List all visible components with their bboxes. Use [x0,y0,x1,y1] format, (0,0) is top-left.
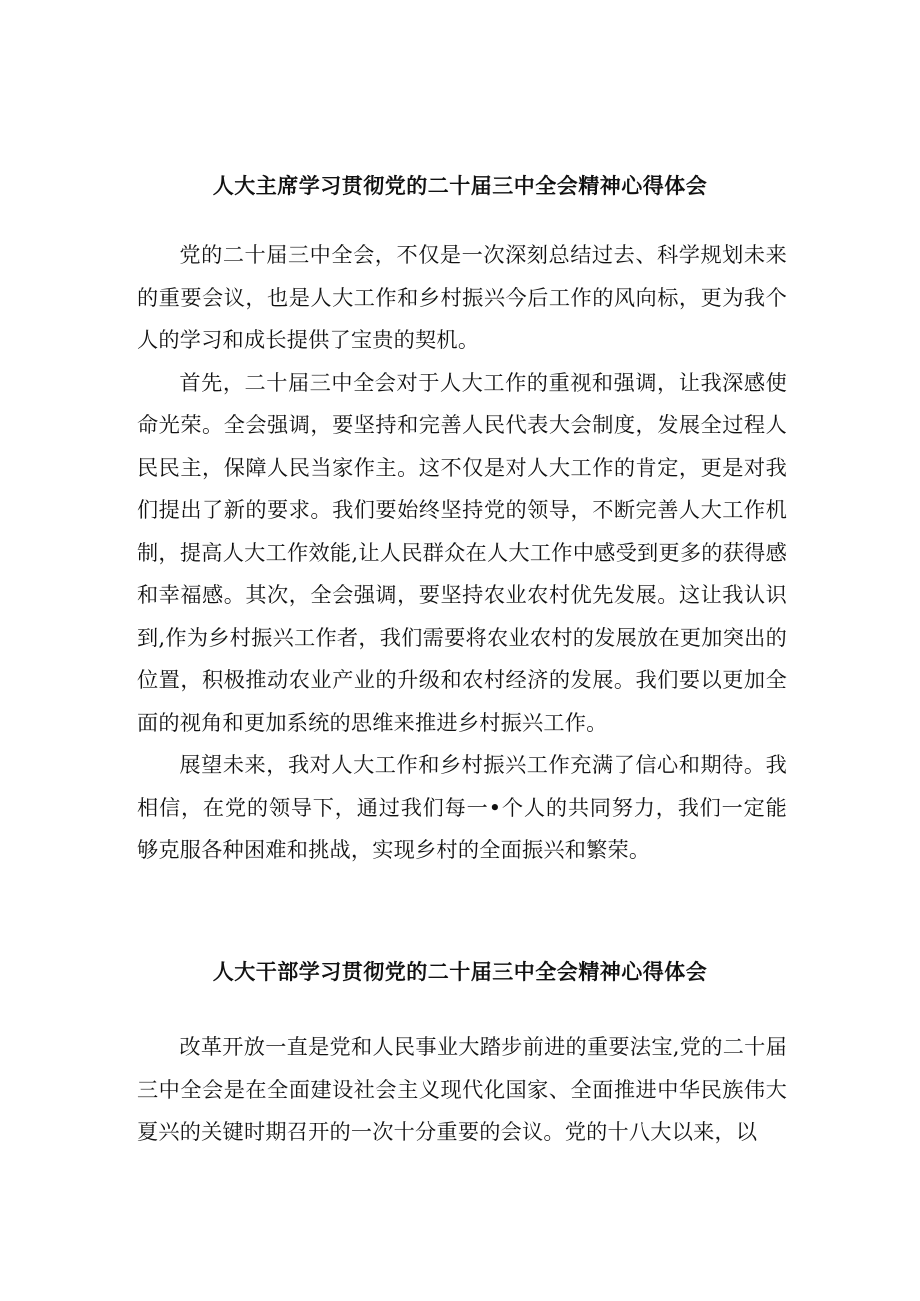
section-1-paragraph-1: 党的二十届三中全会，不仅是一次深刻总结过去、科学规划未来的重要会议，也是人大工作和乡村振兴今后工作的风向标，更为我个人的学习和成长提供了宝贵的契机。 [137,242,787,352]
section-2-paragraph-1: 改革开放一直是党和人民事业大踏步前进的重要法宝,党的二十届三中全会是在全面建设社会主义现代化国家、全面推进中华民族伟大夏兴的关键时期召开的一次十分重要的会议。党的十八大以来，以 [137,1034,787,1144]
section-2-body [137,1026,787,1154]
section-1-body [137,234,787,872]
section-1-title: 人大主席学习贯彻党的二十届三中全会精神心得体会 [212,174,708,198]
section-1-paragraph-2: 首先，二十届三中全会对于人大工作的重视和强调，让我深感使命光荣。全会强调，要坚持和完善人民代表大会制度，发展全过程人民民主，保障人民当家作主。这不仅是对人大工作的肯定，更是对我们提出了新的要求。我们要始终坚持党的领导，不断完善人大工作机制，提高人大工作效能,让人民群众在人大工作中感受到更多的获得感和幸福感。其次，全会强调，要坚持农业农村优先发展。这让我认识到,作为乡村振兴工作者，我们需要将农业农村的发展放在更加突出的位置，积极推动农业产业的升级和农村经济的发展。我们要以更加全面的视角和更加系统的思维来推进乡村振兴工作。 [137,369,787,735]
section-1-paragraph-3: 展望未来，我对人大工作和乡村振兴工作充满了信心和期待。我相信，在党的领导下，通过我们每一•个人的共同努力，我们一定能够克服各种困难和挑战，实现乡村的全面振兴和繁荣。 [137,752,787,862]
section-2-title: 人大干部学习贯彻党的二十届三中全会精神心得体会 [212,960,708,984]
